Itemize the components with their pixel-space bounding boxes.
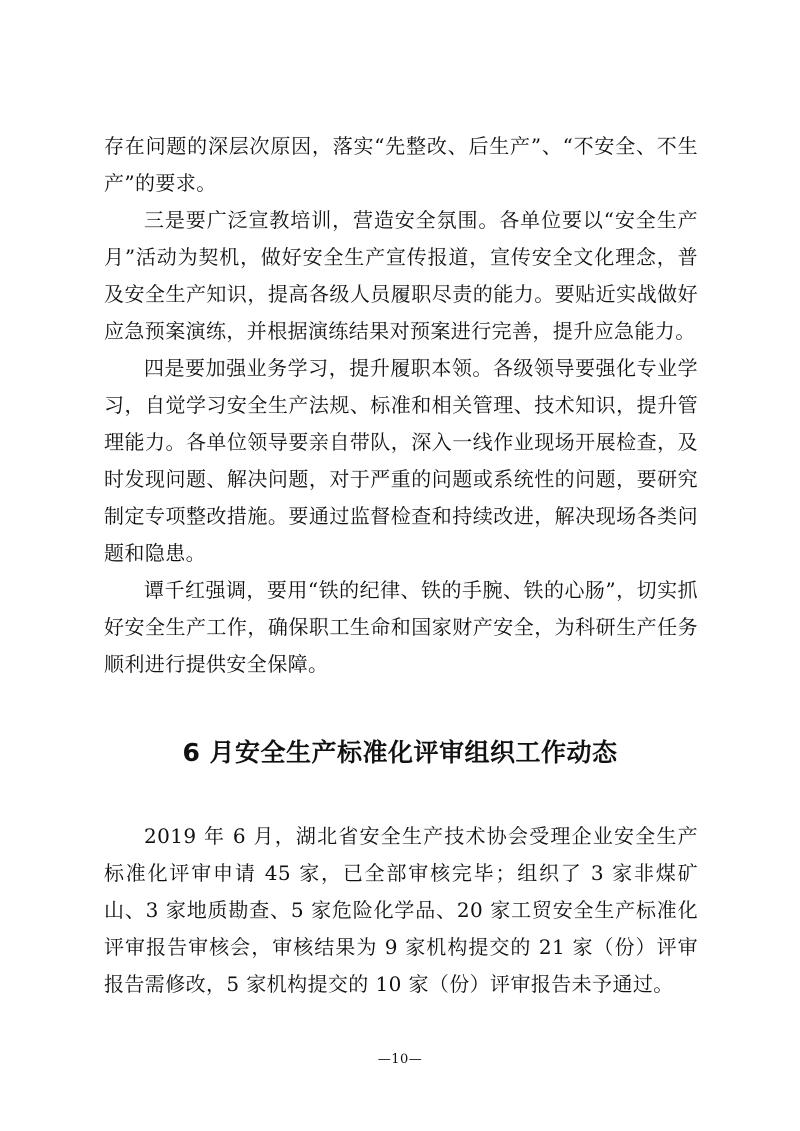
paragraph-emphasis: 谭千红强调，要用“铁的纪律、铁的手腕、铁的心肠”，切实抓好安全生产工作，确保职工生命和国家财产安全，为科研生产任务顺利进行提供安全保障。	[104, 578, 698, 676]
page-number: —10—	[377, 1052, 423, 1067]
paragraph-training: 三是要广泛宣教培训，营造安全氛围。各单位要以“安全生产月”活动为契机，做好安全生产宣传报道，宣传安全文化理念，普及安全生产知识，提高各级人员履职尽责的能力。要贴近实战做好应急预案演练，并根据演练结果对预案进行完善，提升应急能力。	[104, 208, 698, 343]
paragraph-study: 四是要加强业务学习，提升履职本领。各级领导要强化专业学习，自觉学习安全生产法规、标准和相关管理、技术知识，提升管理能力。各单位领导要亲自带队，深入一线作业现场开展检查，及时发现问题、解决问题，对于严重的问题或系统性的问题，要研究制定专项整改措施。要通过监督检查和持续改进，解决现场各类问题和隐患。	[104, 356, 698, 565]
section-body	[104, 818, 698, 1003]
paragraph-review-summary: 2019 年 6 月，湖北省安全生产技术协会受理企业安全生产标准化评审申请 45 家，已全部审核完毕；组织了 3 家非煤矿山、3 家地质勘查、5 家危险化学品、20 家工贸安全生产标准化评审报告审核会，审核结果为 9 家机构提交的 21 家（份）评审报告需修改，5 家机构提交的 10 家（份）评审报告未予通过。	[104, 824, 698, 996]
paragraph-continuation: 存在问题的深层次原因，落实“先整改、后生产”、“不安全、不生产”的要求。	[104, 134, 698, 195]
body-text-block	[104, 128, 698, 683]
section-title: 6 月安全生产标准化评审组织工作动态	[182, 738, 618, 767]
